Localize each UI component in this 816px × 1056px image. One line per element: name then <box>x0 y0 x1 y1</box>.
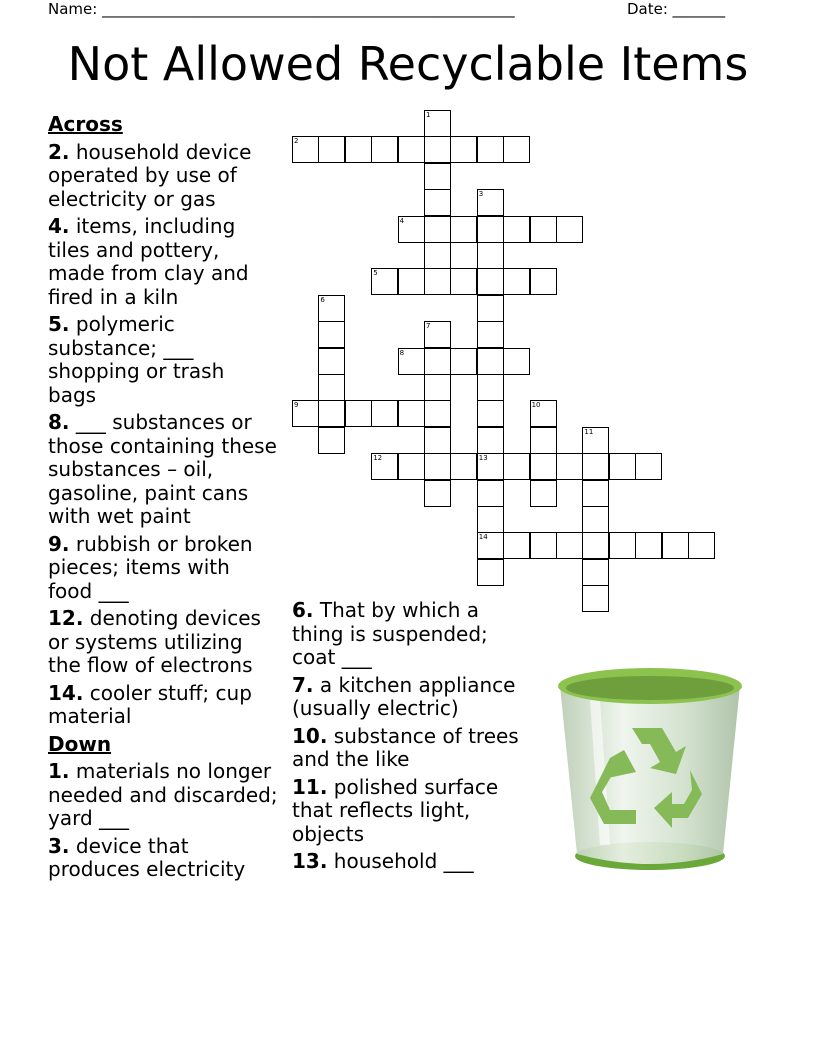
grid-cell[interactable] <box>477 295 504 322</box>
grid-cell[interactable] <box>318 321 345 348</box>
clue-down-10: 10. substance of trees and the like <box>292 723 519 771</box>
grid-cell[interactable] <box>292 400 319 427</box>
grid-cell[interactable] <box>503 216 530 243</box>
grid-clue-number: 3 <box>478 190 484 199</box>
clue-across-2: 2. household device operated by use of electricity or gas <box>48 139 252 211</box>
grid-cell[interactable] <box>477 136 504 163</box>
recycle-bin-icon <box>550 660 750 880</box>
clues-right-column <box>292 599 522 878</box>
grid-cell[interactable] <box>556 453 583 480</box>
grid-clue-number: 1 <box>426 111 431 119</box>
grid-clue-number: 5 <box>373 269 378 278</box>
grid-cell[interactable] <box>530 216 557 243</box>
grid-cell[interactable] <box>450 348 477 375</box>
grid-cell[interactable] <box>345 400 372 427</box>
grid-cell[interactable] <box>371 136 398 163</box>
grid-cell[interactable] <box>582 453 609 480</box>
grid-cell[interactable] <box>424 216 451 243</box>
grid-cell[interactable] <box>477 216 504 243</box>
grid-cell[interactable] <box>424 136 451 163</box>
clue-across-12: 12. denoting devices or systems utilizing the flow of electrons <box>48 606 261 677</box>
clue-across-9: 9. rubbish or broken pieces; items with food ___ <box>48 531 253 603</box>
grid-clue-number: 6 <box>320 295 325 304</box>
grid-cell[interactable] <box>398 348 425 375</box>
grid-cell[interactable] <box>582 559 609 586</box>
grid-cell[interactable] <box>556 216 583 243</box>
grid-cell[interactable] <box>424 348 451 375</box>
down-heading: Down <box>48 731 112 756</box>
grid-cell[interactable] <box>424 453 451 480</box>
grid-cell[interactable] <box>530 400 557 427</box>
grid-cell[interactable] <box>450 453 477 480</box>
grid-cell[interactable] <box>398 216 425 243</box>
grid-clue-number: 11 <box>584 427 594 436</box>
grid-cell[interactable] <box>477 348 504 375</box>
grid-cell[interactable] <box>450 216 477 243</box>
grid-cell[interactable] <box>477 427 504 454</box>
grid-cell[interactable] <box>688 532 715 559</box>
grid-cell[interactable] <box>424 400 451 427</box>
grid-cell[interactable] <box>477 480 504 507</box>
grid-cell[interactable] <box>582 585 609 612</box>
grid-clue-number: 13 <box>478 454 488 463</box>
clue-down-13: 13. household ___ <box>292 849 474 873</box>
clue-down-3: 3. device that produces electricity <box>48 833 246 881</box>
grid-cell[interactable] <box>662 532 689 559</box>
date-line: Date: _______ <box>627 0 726 18</box>
grid-cell[interactable] <box>582 427 609 454</box>
clues-left-column <box>48 113 278 886</box>
grid-cell[interactable] <box>398 453 425 480</box>
grid-cell[interactable] <box>477 453 504 480</box>
grid-cell[interactable] <box>318 427 345 454</box>
grid-cell[interactable] <box>424 189 451 216</box>
grid-cell[interactable] <box>318 400 345 427</box>
grid-cell[interactable] <box>424 268 451 295</box>
grid-cell[interactable] <box>398 268 425 295</box>
grid-cell[interactable] <box>582 480 609 507</box>
grid-cell[interactable] <box>530 268 557 295</box>
grid-cell[interactable] <box>609 532 636 559</box>
grid-cell[interactable] <box>477 374 504 401</box>
grid-cell[interactable] <box>582 532 609 559</box>
clue-down-6: 6. That by which a thing is suspended; coat ___ <box>292 598 488 669</box>
grid-cell[interactable] <box>503 532 530 559</box>
grid-clue-number: 7 <box>426 322 431 331</box>
grid-cell[interactable] <box>609 453 636 480</box>
page-title: Not Allowed Recyclable Items <box>67 37 749 91</box>
clue-down-11: 11. polished surface that reflects light, objects <box>292 774 499 846</box>
clue-across-8: 8. ___ substances or those containing these substances – oil, gasoline, paint cans with wet paint <box>48 410 277 528</box>
grid-cell[interactable] <box>530 453 557 480</box>
clue-down-7: 7. a kitchen appliance (usually electric) <box>292 672 516 720</box>
grid-cell[interactable] <box>635 532 662 559</box>
grid-cell[interactable] <box>318 348 345 375</box>
grid-cell[interactable] <box>477 532 504 559</box>
clue-down-1: 1. materials no longer needed and discarded; yard ___ <box>48 759 278 830</box>
grid-cell[interactable] <box>424 242 451 269</box>
grid-cell[interactable] <box>582 506 609 533</box>
grid-clue-number: 2 <box>294 137 299 146</box>
grid-cell[interactable] <box>424 321 451 348</box>
grid-clue-number: 14 <box>478 533 488 542</box>
grid-cell[interactable] <box>450 136 477 163</box>
grid-cell[interactable] <box>477 506 504 533</box>
across-heading: Across <box>48 112 123 136</box>
grid-cell[interactable] <box>371 453 398 480</box>
grid-cell[interactable] <box>477 189 504 216</box>
grid-cell[interactable] <box>477 321 504 348</box>
grid-cell[interactable] <box>318 136 345 163</box>
grid-cell[interactable] <box>477 400 504 427</box>
grid-cell[interactable] <box>503 268 530 295</box>
grid-clue-number: 4 <box>399 216 405 225</box>
grid-cell[interactable] <box>424 163 451 190</box>
grid-clue-number: 9 <box>294 401 299 410</box>
grid-cell[interactable] <box>450 268 477 295</box>
grid-cell[interactable] <box>318 374 345 401</box>
grid-cell[interactable] <box>503 348 530 375</box>
grid-cell[interactable] <box>371 400 398 427</box>
grid-clue-number: 8 <box>399 348 405 357</box>
grid-cell[interactable] <box>398 136 425 163</box>
grid-cell[interactable] <box>371 268 398 295</box>
grid-cell[interactable] <box>318 295 345 322</box>
grid-cell[interactable] <box>424 110 451 137</box>
grid-cell[interactable] <box>530 427 557 454</box>
clue-across-4: 4. items, including tiles and pottery, made from clay and fired in a kiln <box>48 214 249 309</box>
grid-cell[interactable] <box>477 559 504 586</box>
grid-cell[interactable] <box>424 427 451 454</box>
grid-cell[interactable] <box>292 136 319 163</box>
grid-cell[interactable] <box>503 453 530 480</box>
grid-clue-number: 12 <box>373 454 383 463</box>
grid-cell[interactable] <box>530 532 557 559</box>
grid-cell[interactable] <box>424 480 451 507</box>
grid-clue-number: 10 <box>531 401 541 410</box>
grid-cell[interactable] <box>477 268 504 295</box>
clue-across-14: 14. cooler stuff; cup material <box>48 680 252 728</box>
grid-cell[interactable] <box>398 400 425 427</box>
grid-cell[interactable] <box>530 480 557 507</box>
grid-cell[interactable] <box>556 532 583 559</box>
grid-cell[interactable] <box>424 374 451 401</box>
name-line: Name: _______________________________________________________ <box>48 0 515 18</box>
grid-cell[interactable] <box>635 453 662 480</box>
grid-cell[interactable] <box>503 136 530 163</box>
clue-across-5: 5. polymeric substance; ___ shopping or trash bags <box>48 312 225 407</box>
grid-cell[interactable] <box>477 242 504 269</box>
grid-cell[interactable] <box>345 136 372 163</box>
